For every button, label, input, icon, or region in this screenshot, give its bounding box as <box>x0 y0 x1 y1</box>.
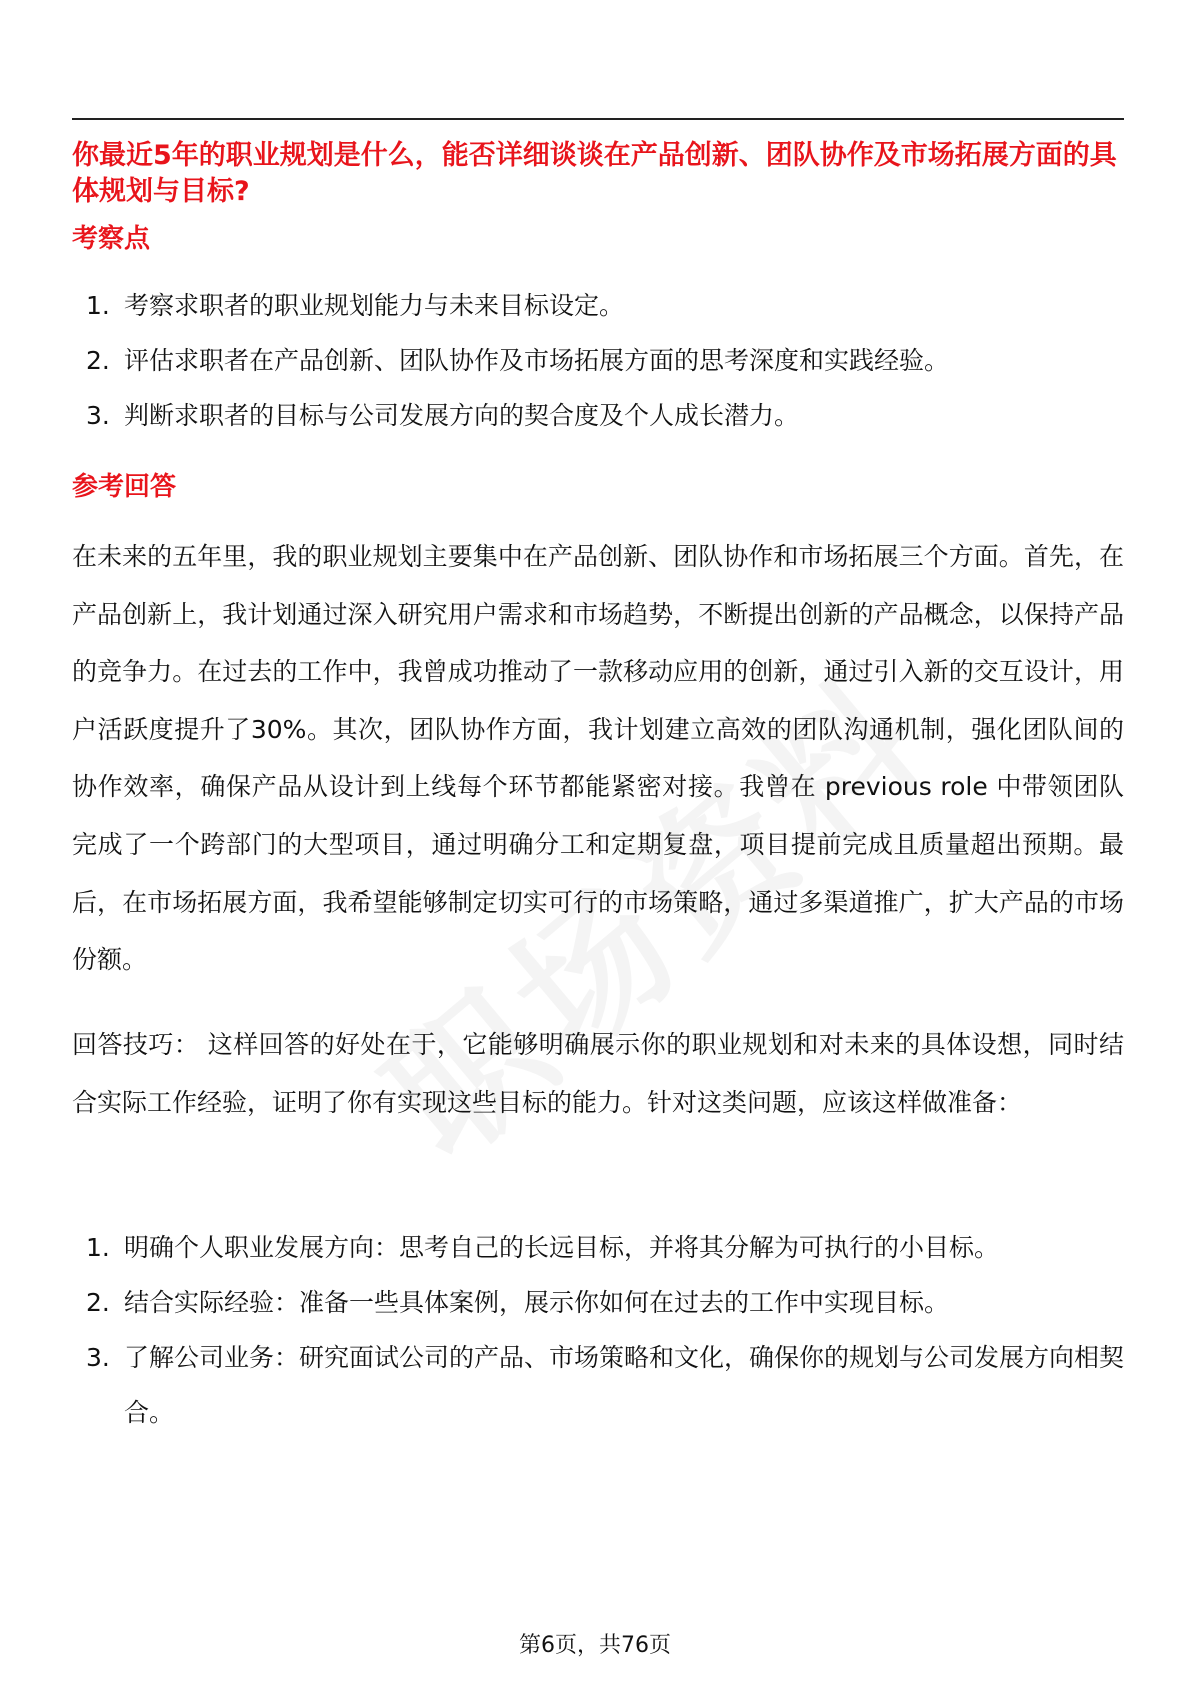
reference-heading: 参考回答 <box>72 472 177 502</box>
tips-list <box>72 1220 1124 1440</box>
list-item <box>72 1330 1124 1440</box>
list-item <box>72 388 1124 443</box>
list-item <box>72 1275 1124 1330</box>
list-item <box>72 278 1124 333</box>
list-text: 了解公司业务：研究面试公司的产品、市场策略和文化，确保你的规划与公司发展方向相契合。 <box>124 1343 1125 1427</box>
page-number: 第6页，共76页 <box>519 1633 671 1658</box>
list-number: 3. <box>86 401 110 430</box>
list-text: 考察求职者的职业规划能力与未来目标设定。 <box>124 291 625 320</box>
answer-tips: 回答技巧： 这样回答的好处在于，它能够明确展示你的职业规划和对未来的具体设想，同时结合实际工作经验，证明了你有实现这些目标的能力。针对这类问题，应该这样做准备： <box>72 1030 1124 1117</box>
list-text: 明确个人职业发展方向：思考自己的长远目标，并将其分解为可执行的小目标。 <box>124 1233 1000 1262</box>
exam-points-heading: 考察点 <box>72 224 151 254</box>
question-title: 你最近5年的职业规划是什么，能否详细谈谈在产品创新、团队协作及市场拓展方面的具体规划与目标? <box>72 140 1117 207</box>
list-item <box>72 1220 1124 1275</box>
list-text: 结合实际经验：准备一些具体案例，展示你如何在过去的工作中实现目标。 <box>124 1288 950 1317</box>
list-text: 评估求职者在产品创新、团队协作及市场拓展方面的思考深度和实践经验。 <box>124 346 950 375</box>
list-item <box>72 333 1124 388</box>
list-number: 1. <box>86 1233 110 1262</box>
list-number: 2. <box>86 1288 110 1317</box>
list-number: 1. <box>86 291 110 320</box>
reference-answer: 在未来的五年里，我的职业规划主要集中在产品创新、团队协作和市场拓展三个方面。首先，在产品创新上，我计划通过深入研究用户需求和市场趋势，不断提出创新的产品概念，以保持产品的竞争力。在过去的工作中，我曾成功推动了一款移动应用的创新，通过引入新的交互设计，用户活跃度提升了30%。其次，团队协作方面，我计划建立高效的团队沟通机制，强化团队间的协作效率，确保产品从设计到上线每个环节都能紧密对接。我曾在 previous role 中带领团队完成了一个跨部门的大型项目，通过明确分工和定期复盘，项目提前完成且质量超出预期。最后，在市场拓展方面，我希望能够制定切实可行的市场策略，通过多渠道推广，扩大产品的市场份额。 <box>72 542 1124 975</box>
list-number: 3. <box>86 1343 110 1372</box>
top-divider <box>72 118 1124 120</box>
list-text: 判断求职者的目标与公司发展方向的契合度及个人成长潜力。 <box>124 401 800 430</box>
list-number: 2. <box>86 346 110 375</box>
exam-points-list <box>72 278 1124 443</box>
